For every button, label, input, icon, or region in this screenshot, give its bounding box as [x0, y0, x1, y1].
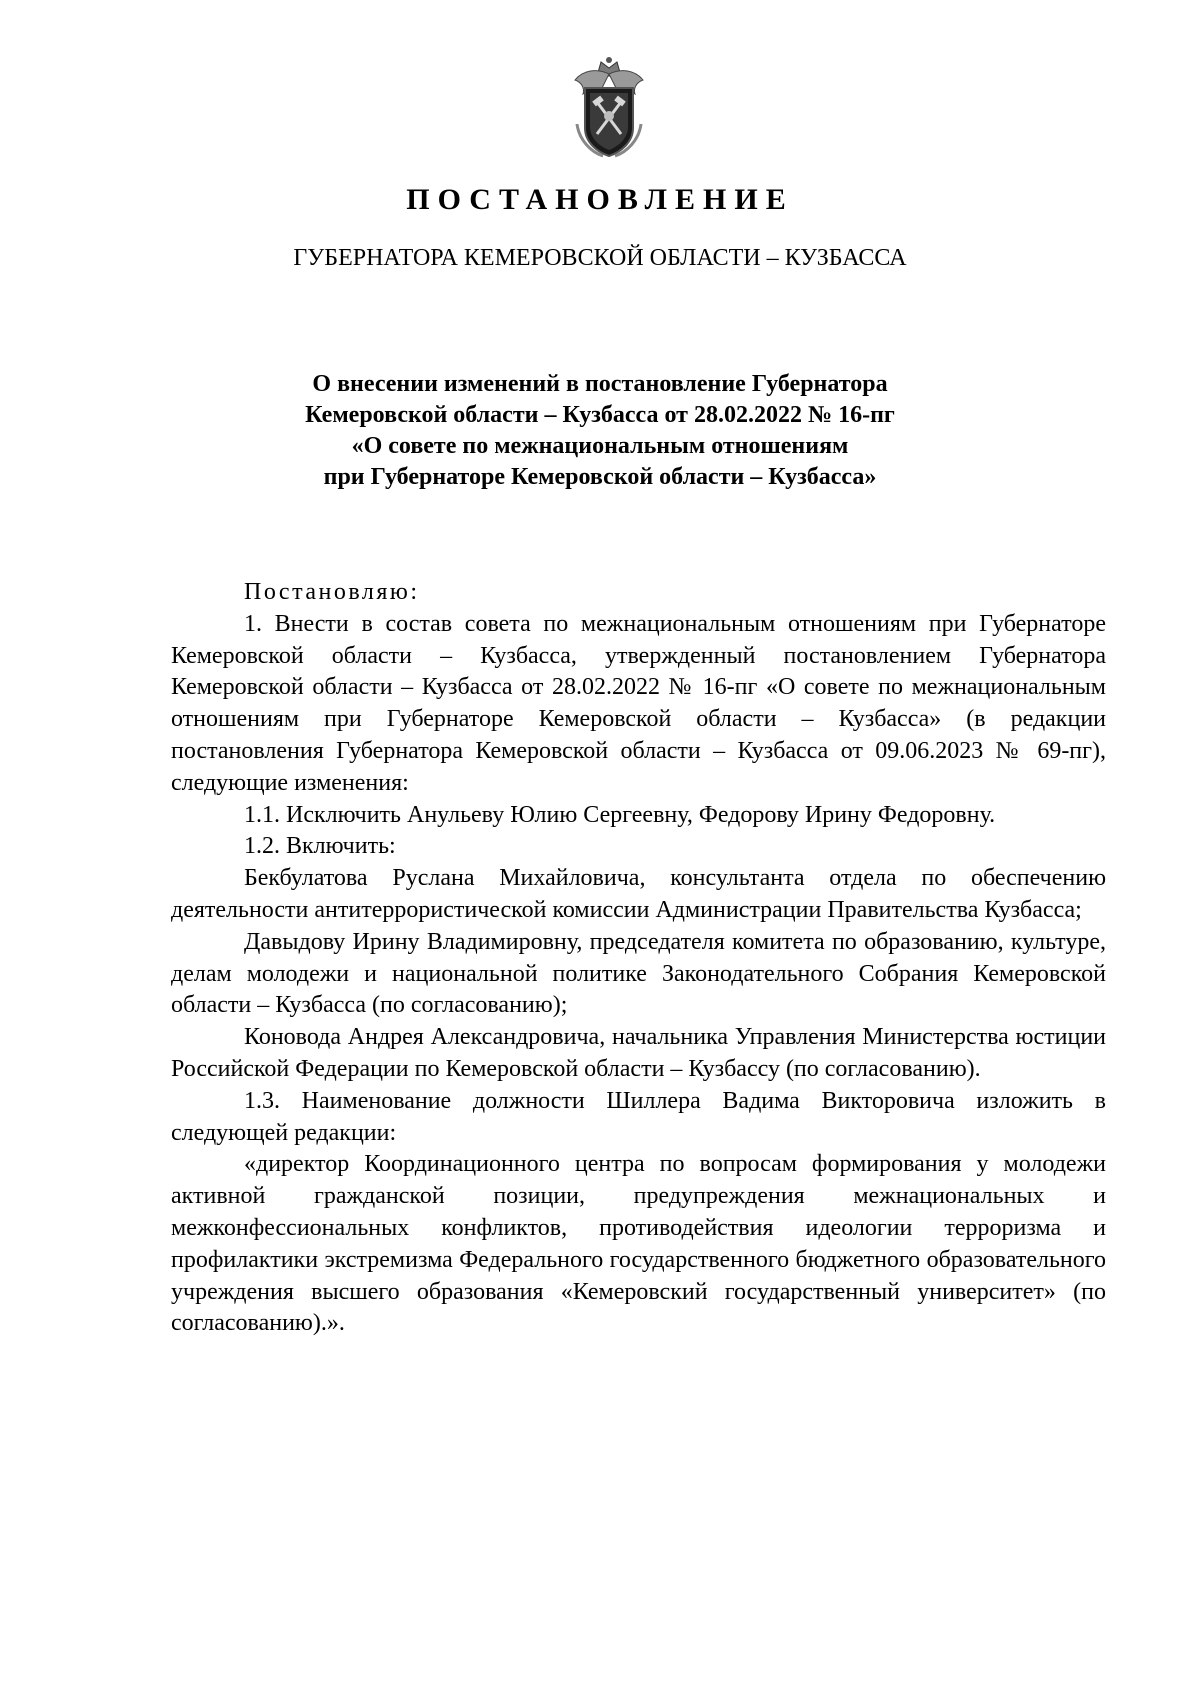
paragraph-1-2: 1.2. Включить:	[244, 833, 396, 860]
title-line: «О совете по межнациональным отношениям	[351, 433, 849, 459]
kuzbass-coat-of-arms-icon	[567, 54, 651, 158]
title-line: Кемеровской области – Кузбасса от 28.02.2022 № 16-пг	[305, 402, 895, 428]
document-type: ПОСТАНОВЛЕНИЕ	[406, 183, 794, 216]
document-title	[200, 369, 1000, 493]
member-davydova: Давыдову Ирину Владимировну, председателя комитета по образованию, культуре, делам молодежи и национальной политике Законодательного Собрания Кемеровской области – Кузбасса (по согласованию);	[171, 928, 1106, 1019]
title-line: О внесении изменений в постановление Губернатора	[312, 371, 888, 397]
member-konovod: Коновода Андрея Александровича, начальника Управления Министерства юстиции Российской Федерации по Кемеровской области – Кузбассу (по согласованию).	[171, 1024, 1106, 1082]
issuer-name: ГУБЕРНАТОРА КЕМЕРОВСКОЙ ОБЛАСТИ – КУЗБАССА	[293, 245, 907, 271]
paragraph-1-3: 1.3. Наименование должности Шиллера Вадима Викторовича изложить в следующей редакции:	[171, 1087, 1106, 1146]
position-new-wording: «директор Координационного центра по вопросам формирования у молодежи активной гражданской позиции, предупреждения межнациональных и межконфессиональных конфликтов, противодействия идеологии терроризма и профилактики экстремизма Федерального государственного бюджетного образовательного учреждения высшего образования «Кемеровский государственный университет» (по согласованию).».	[171, 1151, 1106, 1337]
resolution-intro: Постановляю:	[244, 579, 420, 605]
title-line: при Губернаторе Кемеровской области – Кузбасса»	[323, 464, 877, 490]
member-bekbulatov: Бекбулатова Руслана Михайловича, консультанта отдела по обеспечению деятельности антитеррористической комиссии Администрации Правительства Кузбасса;	[171, 865, 1106, 923]
paragraph-1: 1. Внести в состав совета по межнациональным отношениям при Губернаторе Кемеровской области – Кузбасса, утвержденный постановлением Губернатора Кемеровской области – Кузбасса от 28.02.2022 № 16-пг «О совете по межнациональным отношениям при Губернаторе Кемеровской области – Кузбасса» (в редакции постановления Губернатора Кемеровской области – Кузбасса от 09.06.2023 № 69-пг), следующие изменения:	[171, 610, 1106, 796]
paragraph-1-1: 1.1. Исключить Анульеву Юлию Сергеевну, Федорову Ирину Федоровну.	[244, 801, 996, 828]
document-body	[171, 577, 1106, 1340]
